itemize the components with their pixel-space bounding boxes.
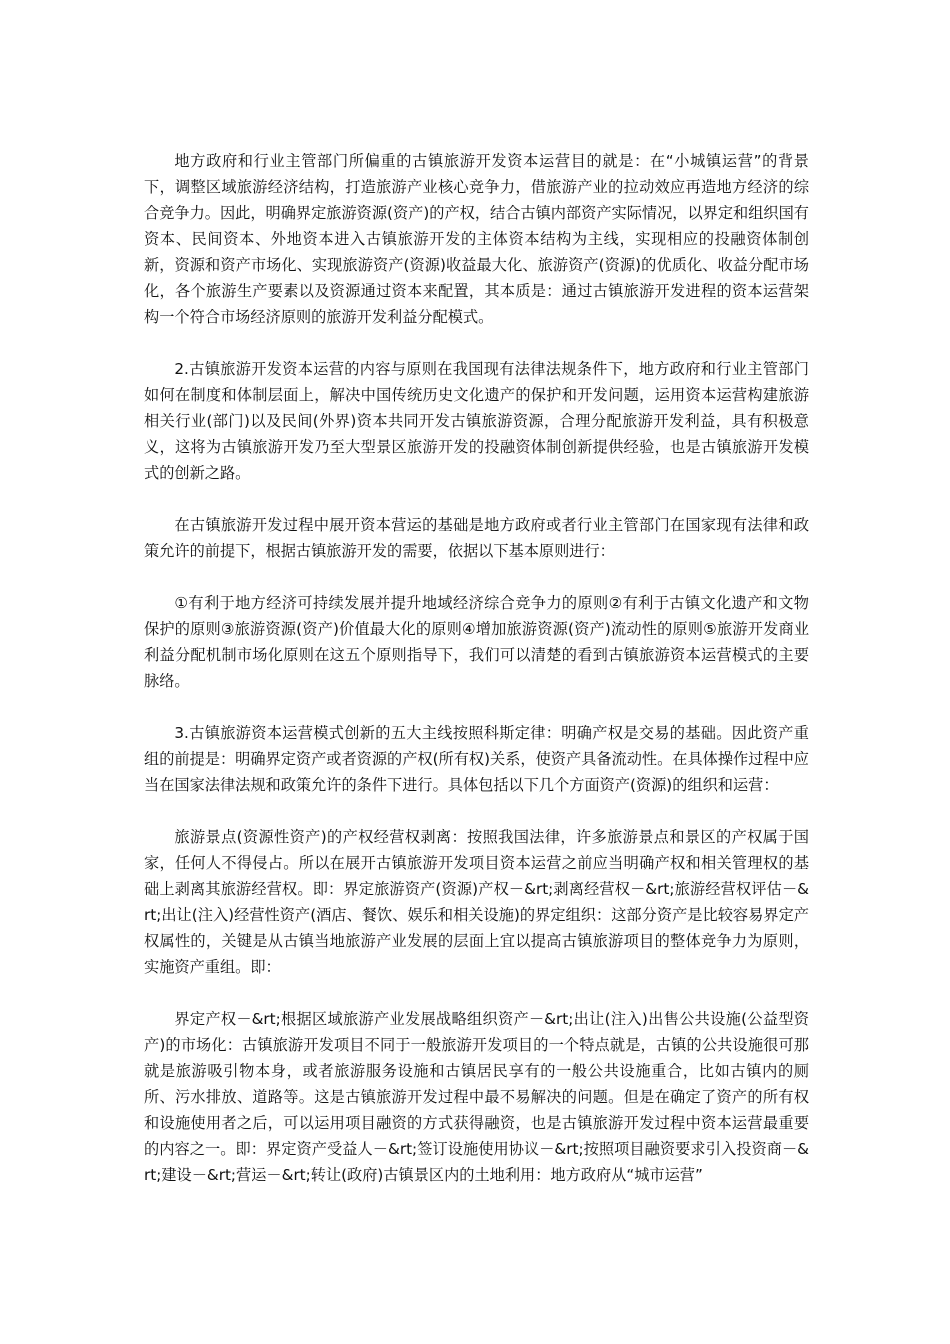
paragraph-capital-operation-goals: 地方政府和行业主管部门所偏重的古镇旅游开发资本运营目的就是：在“小城镇运营”的背景下，调整区域旅游经济结构，打造旅游产业核心竞争力，借旅游产业的拉动效应再造地方经济的综合竞争力。因此，明确界定旅游资源(资产)的产权，结合古镇内部资产实际情况，以界定和组织国有资本、民间资本、外地资本进入古镇旅游开发的主体资本结构为主线，实现相应的投融资体制创新，资源和资产市场化、实现旅游资产(资源)收益最大化、旅游资产(资源)的优质化、收益分配市场化，各个旅游生产要素以及资源通过资本来配置，其本质是：通过古镇旅游开发进程的资本运营架构一个符合市场经济原则的旅游开发利益分配模式。	[144, 152, 809, 326]
paragraph-five-principles: ①有利于地方经济可持续发展并提升地域经济综合竞争力的原则②有利于古镇文化遗产和文物保护的原则③旅游资源(资产)价值最大化的原则④增加旅游资源(资产)流动性的原则⑤旅游开发商业利益分配机制市场化原则在这五个原则指导下，我们可以清楚的看到古镇旅游资本运营模式的主要脉络。	[144, 594, 809, 690]
paragraph-section-2-content-and-principles: 2.古镇旅游开发资本运营的内容与原则在我国现有法律法规条件下，地方政府和行业主管部门如何在制度和体制层面上，解决中国传统历史文化遗产的保护和开发问题，运用资本运营构建旅游相关行业(部门)以及民间(外界)资本共同开发古镇旅游资源，合理分配旅游开发利益，具有积极意义，这将为古镇旅游开发乃至大型景区旅游开发的投融资体制创新提供经验，也是古镇旅游开发模式的创新之路。	[144, 360, 809, 482]
paragraph-section-3-five-main-lines: 3.古镇旅游资本运营模式创新的五大主线按照科斯定律：明确产权是交易的基础。因此资产重组的前提是：明确界定资产或者资源的产权(所有权)关系，使资产具备流动性。在具体操作过程中应当在国家法律法规和政策允许的条件下进行。具体包括以下几个方面资产(资源)的组织和运营：	[144, 724, 809, 794]
document-body	[144, 148, 809, 1214]
paragraph-operation-basis: 在古镇旅游开发过程中展开资本营运的基础是地方政府或者行业主管部门在国家现有法律和政策允许的前提下，根据古镇旅游开发的需要，依据以下基本原则进行：	[144, 516, 809, 560]
paragraph-scenic-spot-rights-separation: 旅游景点(资源性资产)的产权经营权剥离：按照我国法律，许多旅游景点和景区的产权属于国家，任何人不得侵占。所以在展开古镇旅游开发项目资本运营之前应当明确产权和相关管理权的基础上剥离其旅游经营权。即：界定旅游资产(资源)产权－&rt;剥离经营权－&rt;旅游经营权评估－&rt;出让(注入)经营性资产(酒店、餐饮、娱乐和相关设施)的界定组织：这部分资产是比较容易界定产权属性的，关键是从古镇当地旅游产业发展的层面上宜以提高古镇旅游项目的整体竞争力为原则，实施资产重组。即：	[144, 828, 809, 976]
paragraph-public-facilities-marketization: 界定产权－&rt;根据区域旅游产业发展战略组织资产－&rt;出让(注入)出售公共设施(公益型资产)的市场化：古镇旅游开发项目不同于一般旅游开发项目的一个特点就是，古镇的公共设施很可那就是旅游吸引物本身，或者旅游服务设施和古镇居民享有的一般公共设施重合，比如古镇内的厕所、污水排放、道路等。这是古镇旅游开发过程中最不易解决的问题。但是在确定了资产的所有权和设施使用者之后，可以运用项目融资的方式获得融资，也是古镇旅游开发过程中资本运营最重要的内容之一。即：界定资产受益人－&rt;签订设施使用协议－&rt;按照项目融资要求引入投资商－&rt;建设－&rt;营运－&rt;转让(政府)古镇景区内的土地利用：地方政府从“城市运营”	[144, 1010, 809, 1184]
